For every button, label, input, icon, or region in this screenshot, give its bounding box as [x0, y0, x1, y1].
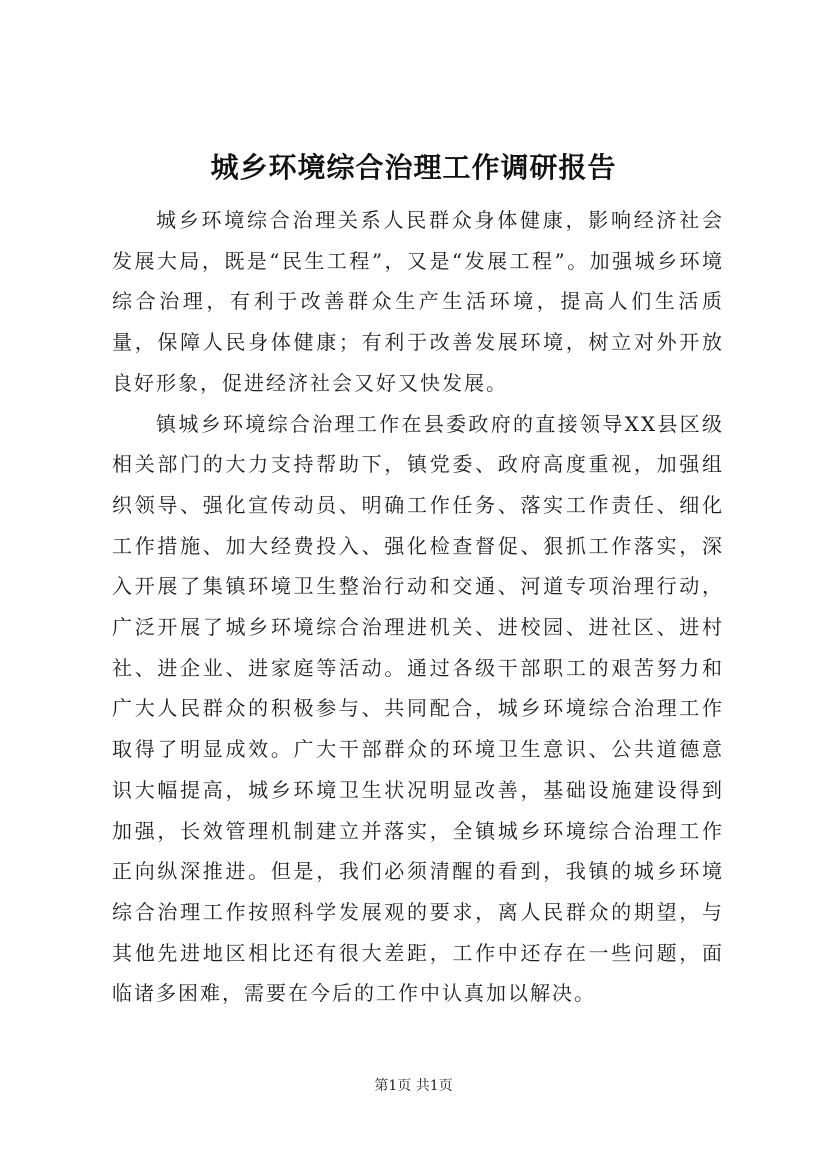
page-footer: 第1页 共1页	[374, 1078, 453, 1094]
paragraph-2: 镇城乡环境综合治理工作在县委政府的直接领导XX县区级相关部门的大力支持帮助下，镇党委、政府高度重视，加强组织领导、强化宣传动员、明确工作任务、落实工作责任、细化工作措施、加大经费投入、强化检查督促、狠抓工作落实，深入开展了集镇环境卫生整治行动和交通、河道专项治理行动，广泛开展了城乡环境综合治理进机关、进校园、进社区、进村社、进企业、进家庭等活动。通过各级干部职工的艰苦努力和广大人民群众的积极参与、共同配合，城乡环境综合治理工作取得了明显成效。广大干部群众的环境卫生意识、公共道德意识大幅提高，城乡环境卫生状况明显改善，基础设施建设得到加强，长效管理机制建立并落实，全镇城乡环境综合治理工作正向纵深推进。但是，我们必须清醒的看到，我镇的城乡环境综合治理工作按照科学发展观的要求，离人民群众的期望，与其他先进地区相比还有很大差距，工作中还存在一些问题，面临诸多困难，需要在今后的工作中认真加以解决。	[112, 411, 724, 1006]
document-title: 城乡环境综合治理工作调研报告	[210, 151, 617, 184]
document-body	[112, 200, 724, 1014]
paragraph-1: 城乡环境综合治理关系人民群众身体健康，影响经济社会发展大局，既是“民生工程”，又是“发展工程”。加强城乡环境综合治理，有利于改善群众生产生活环境，提高人们生活质量，保障人民身体健康；有利于改善发展环境，树立对外开放良好形象，促进经济社会又好又快发展。	[112, 208, 724, 395]
